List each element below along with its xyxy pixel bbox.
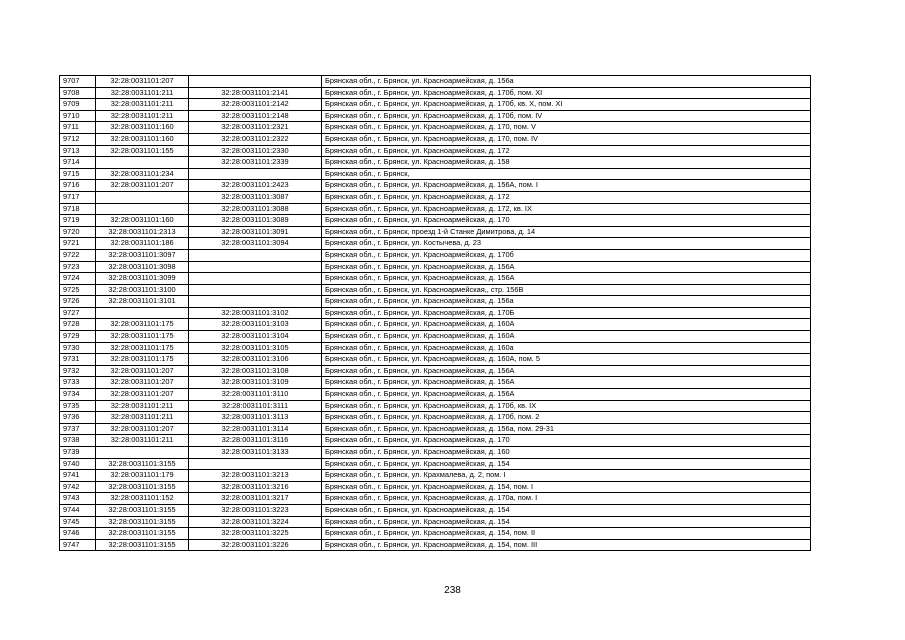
row-number-cell: 9745 [60,516,96,528]
cadastral-number-cell: 32:28:0031101:207 [96,423,189,435]
cadastral-number-cell: 32:28:0031101:3155 [96,528,189,540]
table-row [60,261,811,273]
object-cadastral-number-cell: 32:28:0031101:3217 [189,493,322,505]
cadastral-number-cell [96,307,189,319]
object-cadastral-number-cell: 32:28:0031101:3113 [189,412,322,424]
row-number-cell: 9737 [60,423,96,435]
row-number-cell: 9729 [60,331,96,343]
cadastral-number-cell: 32:28:0031101:3155 [96,504,189,516]
address-cell: Брянская обл., г. Брянск, ул. Красноармейская, д. 160А, пом. 5 [322,354,811,366]
row-number-cell: 9741 [60,470,96,482]
cadastral-number-cell: 32:28:0031101:175 [96,319,189,331]
row-number-cell: 9735 [60,400,96,412]
cadastral-number-cell: 32:28:0031101:3155 [96,516,189,528]
row-number-cell: 9718 [60,203,96,215]
row-number-cell: 9723 [60,261,96,273]
object-cadastral-number-cell: 32:28:0031101:3111 [189,400,322,412]
row-number-cell: 9731 [60,354,96,366]
cadastral-number-cell: 32:28:0031101:211 [96,412,189,424]
row-number-cell: 9714 [60,157,96,169]
address-cell: Брянская обл., г. Брянск, проезд 1-й Станке Димитрова, д. 14 [322,226,811,238]
object-cadastral-number-cell: 32:28:0031101:3114 [189,423,322,435]
table-row [60,342,811,354]
table-row [60,157,811,169]
cadastral-number-cell: 32:28:0031101:3100 [96,284,189,296]
table-row [60,319,811,331]
address-cell: Брянская обл., г. Брянск, ул. Красноармейская, д. 170б, кв. X, пом. XI [322,99,811,111]
table-row [60,249,811,261]
object-cadastral-number-cell: 32:28:0031101:3087 [189,191,322,203]
address-cell: Брянская обл., г. Брянск, ул. Красноармейская, д. 156А [322,273,811,285]
table-row [60,203,811,215]
table-row [60,377,811,389]
cadastral-number-cell: 32:28:0031101:3155 [96,481,189,493]
cadastral-number-cell: 32:28:0031101:211 [96,99,189,111]
address-cell: Брянская обл., г. Брянск, ул. Красноармейская, д. 156А, пом. I [322,180,811,192]
row-number-cell: 9740 [60,458,96,470]
cadastral-number-cell [96,191,189,203]
table-row [60,133,811,145]
row-number-cell: 9707 [60,76,96,88]
cadastral-number-cell: 32:28:0031101:211 [96,400,189,412]
object-cadastral-number-cell: 32:28:0031101:2339 [189,157,322,169]
address-cell: Брянская обл., г. Брянск, ул. Костычева, д. 23 [322,238,811,250]
table-row [60,99,811,111]
cadastral-number-cell: 32:28:0031101:3155 [96,539,189,551]
cadastral-number-cell: 32:28:0031101:207 [96,365,189,377]
address-cell: Брянская обл., г. Брянск, ул. Красноармейская,, стр. 156В [322,284,811,296]
cadastral-number-cell: 32:28:0031101:3097 [96,249,189,261]
table-row [60,226,811,238]
table-row [60,412,811,424]
table-row [60,493,811,505]
row-number-cell: 9746 [60,528,96,540]
table-row [60,365,811,377]
table-row [60,215,811,227]
cadastral-number-cell: 32:28:0031101:179 [96,470,189,482]
object-cadastral-number-cell: 32:28:0031101:3216 [189,481,322,493]
table-row [60,389,811,401]
cadastral-number-cell [96,203,189,215]
cadastral-number-cell: 32:28:0031101:152 [96,493,189,505]
table-row [60,296,811,308]
row-number-cell: 9732 [60,365,96,377]
address-cell: Брянская обл., г. Брянск, ул. Красноармейская, д. 156А [322,377,811,389]
document-table [59,75,811,551]
row-number-cell: 9726 [60,296,96,308]
cadastral-number-cell: 32:28:0031101:211 [96,110,189,122]
object-cadastral-number-cell: 32:28:0031101:3110 [189,389,322,401]
cadastral-number-cell: 32:28:0031101:207 [96,389,189,401]
object-cadastral-number-cell: 32:28:0031101:3102 [189,307,322,319]
table-row [60,481,811,493]
cadastral-number-cell: 32:28:0031101:2313 [96,226,189,238]
row-number-cell: 9736 [60,412,96,424]
address-cell: Брянская обл., г. Брянск, ул. Красноармейская, д. 154, пом. III [322,539,811,551]
address-cell: Брянская обл., г. Брянск, ул. Красноармейская, д. 160а [322,342,811,354]
address-cell: Брянская обл., г. Брянск, ул. Красноармейская, д. 156а [322,76,811,88]
table-row [60,331,811,343]
address-cell: Брянская обл., г. Брянск, ул. Красноармейская, д. 154 [322,516,811,528]
address-cell: Брянская обл., г. Брянск, ул. Красноармейская, д. 156а [322,296,811,308]
row-number-cell: 9747 [60,539,96,551]
table-row [60,528,811,540]
table-row [60,504,811,516]
object-cadastral-number-cell: 32:28:0031101:2423 [189,180,322,192]
object-cadastral-number-cell: 32:28:0031101:3224 [189,516,322,528]
table-row [60,168,811,180]
row-number-cell: 9709 [60,99,96,111]
row-number-cell: 9738 [60,435,96,447]
object-cadastral-number-cell [189,76,322,88]
row-number-cell: 9710 [60,110,96,122]
cadastral-number-cell: 32:28:0031101:155 [96,145,189,157]
object-cadastral-number-cell: 32:28:0031101:2148 [189,110,322,122]
object-cadastral-number-cell: 32:28:0031101:3223 [189,504,322,516]
address-cell: Брянская обл., г. Брянск, ул. Красноармейская, д. 172 [322,145,811,157]
table-row [60,435,811,447]
table-row [60,273,811,285]
row-number-cell: 9711 [60,122,96,134]
cadastral-number-cell [96,447,189,459]
cadastral-number-cell: 32:28:0031101:160 [96,215,189,227]
object-cadastral-number-cell: 32:28:0031101:3116 [189,435,322,447]
address-cell: Брянская обл., г. Брянск, ул. Красноармейская, д. 170б, пом. IV [322,110,811,122]
address-cell: Брянская обл., г. Брянск, ул. Красноармейская, д. 154 [322,504,811,516]
row-number-cell: 9739 [60,447,96,459]
row-number-cell: 9730 [60,342,96,354]
row-number-cell: 9719 [60,215,96,227]
object-cadastral-number-cell: 32:28:0031101:3089 [189,215,322,227]
object-cadastral-number-cell [189,458,322,470]
object-cadastral-number-cell: 32:28:0031101:3103 [189,319,322,331]
address-cell: Брянская обл., г. Брянск, ул. Красноармейская, д. 170 [322,215,811,227]
cadastral-number-cell: 32:28:0031101:211 [96,87,189,99]
address-cell: Брянская обл., г. Брянск, ул. Красноармейская, д. 154, пом. II [322,528,811,540]
table-row [60,516,811,528]
table-row [60,307,811,319]
address-cell: Брянская обл., г. Брянск, ул. Красноармейская, д. 158 [322,157,811,169]
table-row [60,458,811,470]
table-row [60,145,811,157]
object-cadastral-number-cell: 32:28:0031101:3133 [189,447,322,459]
row-number-cell: 9724 [60,273,96,285]
cadastral-number-cell: 32:28:0031101:207 [96,377,189,389]
object-cadastral-number-cell: 32:28:0031101:2321 [189,122,322,134]
table-row [60,400,811,412]
cadastral-number-cell: 32:28:0031101:3098 [96,261,189,273]
object-cadastral-number-cell [189,261,322,273]
object-cadastral-number-cell [189,284,322,296]
object-cadastral-number-cell [189,296,322,308]
address-cell: Брянская обл., г. Брянск, ул. Красноармейская, д. 172, кв. IX [322,203,811,215]
cadastral-number-cell [96,157,189,169]
cadastral-number-cell: 32:28:0031101:3099 [96,273,189,285]
row-number-cell: 9716 [60,180,96,192]
object-cadastral-number-cell: 32:28:0031101:3105 [189,342,322,354]
cadastral-number-cell: 32:28:0031101:3101 [96,296,189,308]
row-number-cell: 9720 [60,226,96,238]
row-number-cell: 9713 [60,145,96,157]
address-cell: Брянская обл., г. Брянск, [322,168,811,180]
object-cadastral-number-cell: 32:28:0031101:3106 [189,354,322,366]
cadastral-number-cell: 32:28:0031101:186 [96,238,189,250]
cadastral-number-cell: 32:28:0031101:3155 [96,458,189,470]
table-row [60,354,811,366]
row-number-cell: 9708 [60,87,96,99]
row-number-cell: 9721 [60,238,96,250]
address-cell: Брянская обл., г. Брянск, ул. Красноармейская, д. 170, пом. IV [322,133,811,145]
object-cadastral-number-cell: 32:28:0031101:3226 [189,539,322,551]
row-number-cell: 9727 [60,307,96,319]
object-cadastral-number-cell: 32:28:0031101:3109 [189,377,322,389]
table-row [60,76,811,88]
row-number-cell: 9742 [60,481,96,493]
address-cell: Брянская обл., г. Брянск, ул. Красноармейская, д. 156А [322,389,811,401]
cadastral-number-cell: 32:28:0031101:211 [96,435,189,447]
address-cell: Брянская обл., г. Брянск, ул. Красноармейская, д. 170а, пом. I [322,493,811,505]
address-cell: Брянская обл., г. Брянск, ул. Красноармейская, д. 156а, пом. 29-31 [322,423,811,435]
object-cadastral-number-cell: 32:28:0031101:2141 [189,87,322,99]
object-cadastral-number-cell: 32:28:0031101:3108 [189,365,322,377]
object-cadastral-number-cell [189,273,322,285]
table-row [60,470,811,482]
object-cadastral-number-cell [189,168,322,180]
address-cell: Брянская обл., г. Брянск, ул. Красноармейская, д. 170б [322,249,811,261]
row-number-cell: 9733 [60,377,96,389]
object-cadastral-number-cell: 32:28:0031101:3225 [189,528,322,540]
cadastral-number-cell: 32:28:0031101:175 [96,342,189,354]
object-cadastral-number-cell: 32:28:0031101:2142 [189,99,322,111]
row-number-cell: 9734 [60,389,96,401]
cadastral-number-cell: 32:28:0031101:175 [96,331,189,343]
object-cadastral-number-cell: 32:28:0031101:3094 [189,238,322,250]
address-cell: Брянская обл., г. Брянск, ул. Красноармейская, д. 170б, пом. 2 [322,412,811,424]
address-cell: Брянская обл., г. Брянск, ул. Красноармейская, д. 170, пом. V [322,122,811,134]
object-cadastral-number-cell: 32:28:0031101:3088 [189,203,322,215]
cadastral-number-cell: 32:28:0031101:207 [96,180,189,192]
table-row [60,447,811,459]
row-number-cell: 9744 [60,504,96,516]
address-cell: Брянская обл., г. Брянск, ул. Крахмалева, д. 2, пом. I [322,470,811,482]
address-cell: Брянская обл., г. Брянск, ул. Красноармейская, д. 160А [322,319,811,331]
page-number: 238 [444,585,461,596]
object-cadastral-number-cell: 32:28:0031101:3104 [189,331,322,343]
address-cell: Брянская обл., г. Брянск, ул. Красноармейская, д. 172 [322,191,811,203]
cadastral-number-cell: 32:28:0031101:207 [96,76,189,88]
table-row [60,284,811,296]
table-row [60,539,811,551]
address-cell: Брянская обл., г. Брянск, ул. Красноармейская, д. 170б, кв. IX [322,400,811,412]
object-cadastral-number-cell: 32:28:0031101:2330 [189,145,322,157]
table-row [60,122,811,134]
address-cell: Брянская обл., г. Брянск, ул. Красноармейская, д. 160А [322,331,811,343]
object-cadastral-number-cell [189,249,322,261]
address-cell: Брянская обл., г. Брянск, ул. Красноармейская, д. 154 [322,458,811,470]
object-cadastral-number-cell: 32:28:0031101:3213 [189,470,322,482]
row-number-cell: 9712 [60,133,96,145]
table-row [60,110,811,122]
row-number-cell: 9728 [60,319,96,331]
object-cadastral-number-cell: 32:28:0031101:3091 [189,226,322,238]
cadastral-number-cell: 32:28:0031101:175 [96,354,189,366]
table-row [60,87,811,99]
table-body [60,76,811,551]
address-cell: Брянская обл., г. Брянск, ул. Красноармейская, д. 160 [322,447,811,459]
row-number-cell: 9743 [60,493,96,505]
row-number-cell: 9722 [60,249,96,261]
address-cell: Брянская обл., г. Брянск, ул. Красноармейская, д. 170б, пом. XI [322,87,811,99]
row-number-cell: 9717 [60,191,96,203]
address-cell: Брянская обл., г. Брянск, ул. Красноармейская, д. 170Б [322,307,811,319]
address-cell: Брянская обл., г. Брянск, ул. Красноармейская, д. 156А [322,261,811,273]
cadastral-number-cell: 32:28:0031101:160 [96,133,189,145]
row-number-cell: 9715 [60,168,96,180]
table-row [60,423,811,435]
cadastral-number-cell: 32:28:0031101:160 [96,122,189,134]
address-cell: Брянская обл., г. Брянск, ул. Красноармейская, д. 170 [322,435,811,447]
table-row [60,180,811,192]
address-cell: Брянская обл., г. Брянск, ул. Красноармейская, д. 156А [322,365,811,377]
object-cadastral-number-cell: 32:28:0031101:2322 [189,133,322,145]
table-row [60,191,811,203]
address-cell: Брянская обл., г. Брянск, ул. Красноармейская, д. 154, пом. I [322,481,811,493]
cadastral-number-cell: 32:28:0031101:234 [96,168,189,180]
row-number-cell: 9725 [60,284,96,296]
table-row [60,238,811,250]
